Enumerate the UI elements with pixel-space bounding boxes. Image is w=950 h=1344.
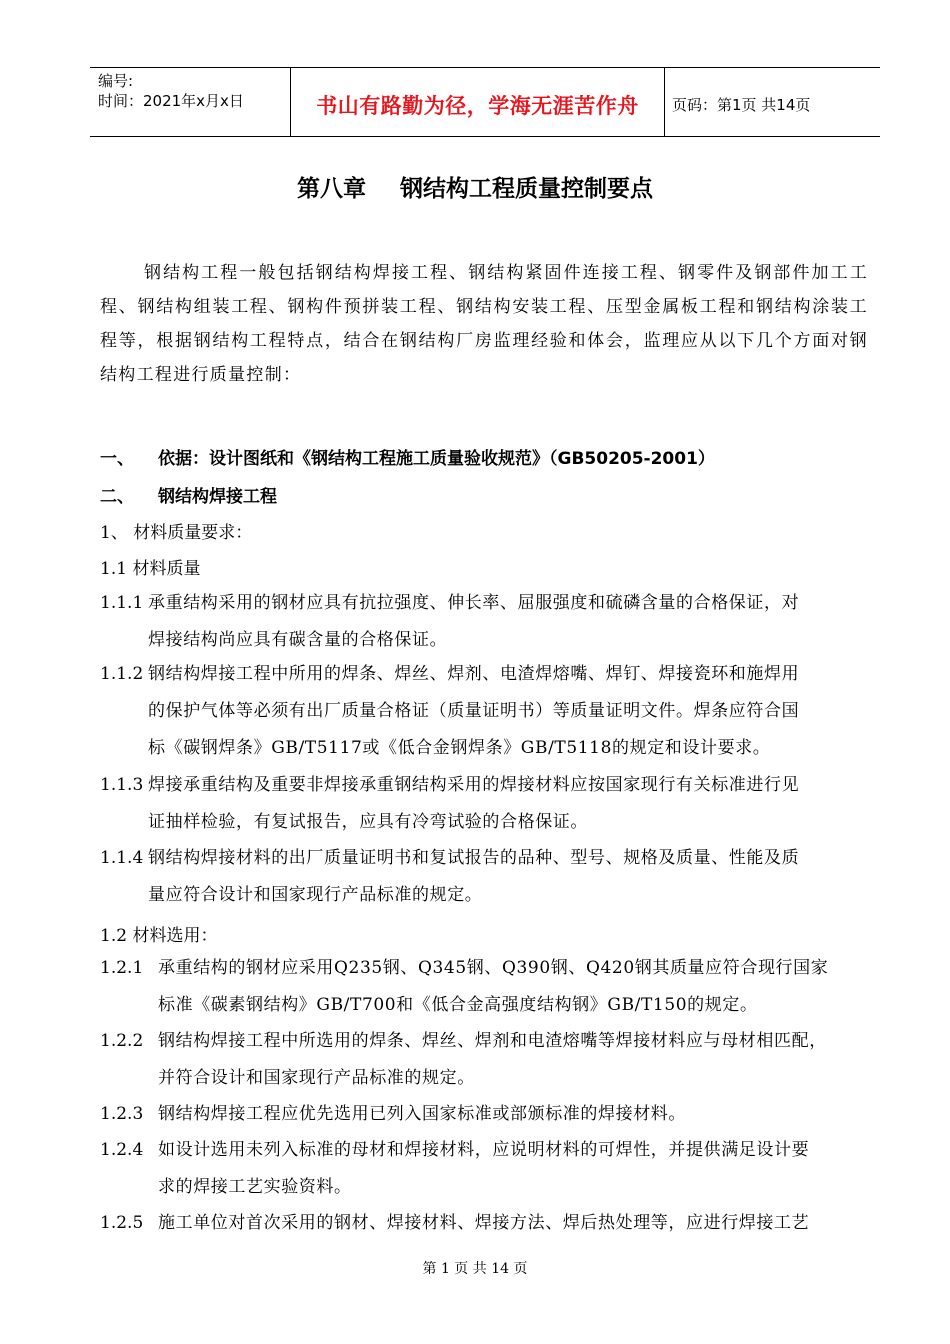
motto: 书山有路勤为径，学海无涯苦作舟	[316, 94, 639, 118]
section-text: 依据：设计图纸和《钢结构工程施工质量验收规范》（GB50205-2001）	[158, 449, 715, 469]
doc-date: 时间：2021年x月x日	[98, 92, 244, 110]
header-meta-cell	[90, 68, 290, 136]
chapter-name: 钢结构工程质量控制要点	[400, 176, 653, 202]
section-number: 一、	[100, 449, 134, 469]
chapter-number: 第八章	[297, 176, 366, 202]
subheading-material-quality: 1.1 材料质量	[100, 559, 201, 579]
header-page-cell	[664, 68, 880, 136]
subheading-material-selection: 1.2 材料选用：	[100, 926, 218, 946]
clause-text: 承重结构采用的钢材应具有抗拉强度、伸长率、屈服强度和硫磷含量的合格保证，对 焊接结构尚应具有碳含量的合格保证。	[148, 593, 800, 650]
clause-number: 1.1.2	[100, 664, 144, 684]
clause-number: 1.2.2	[100, 1031, 144, 1051]
page-header-table	[90, 67, 880, 137]
doc-number: 编号:	[98, 72, 134, 90]
clause-number: 1.1.4	[100, 848, 144, 868]
clause-text: 钢结构焊接材料的出厂质量证明书和复试报告的品种、型号、规格及质量、性能及质 量应符合设计和国家现行产品标准的规定。	[148, 848, 800, 905]
section-heading-basis	[100, 444, 715, 469]
clause-number: 1.1.1	[100, 593, 144, 613]
clause-number: 1.2.5	[100, 1213, 144, 1233]
clause-text: 承重结构的钢材应采用Q235钢、Q345钢、Q390钢、Q420钢其质量应符合现行国家 标准《碳素钢结构》GB/T700和《低合金高强度结构钢》GB/T150的规定。	[158, 958, 829, 1015]
clause-number: 1.2.4	[100, 1140, 144, 1160]
clause-text: 钢结构焊接工程应优先选用已列入国家标准或部颁标准的焊接材料。	[158, 1104, 686, 1124]
chapter-title	[0, 170, 950, 203]
page-footer: 第 1 页 共 14 页	[422, 1261, 528, 1277]
clause-text: 焊接承重结构及重要非焊接承重钢结构采用的焊接材料应按国家现行有关标准进行见 证抽样检验，有复试报告，应具有冷弯试验的合格保证。	[148, 775, 800, 832]
clause-number: 1.2.1	[100, 958, 144, 978]
section-number: 二、	[100, 487, 134, 507]
clause-number: 1.2.3	[100, 1104, 144, 1124]
section-text: 钢结构焊接工程	[158, 487, 277, 507]
clause-number: 1.1.3	[100, 775, 144, 795]
intro-paragraph: 钢结构工程一般包括钢结构焊接工程、钢结构紧固件连接工程、钢零件及钢部件加工工程、钢结构组装工程、钢构件预拼装工程、钢结构安装工程、压型金属板工程和钢结构涂装工程等，根据钢结构工程特点，结合在钢结构厂房监理经验和体会，监理应从以下几个方面对钢结构工程进行质量控制：	[100, 263, 868, 385]
page-info: 页码：第1页 共14页	[672, 96, 811, 114]
header-motto-cell	[290, 68, 665, 136]
clause-text: 如设计选用未列入标准的母材和焊接材料，应说明材料的可焊性，并提供满足设计要 求的焊接工艺实验资料。	[158, 1140, 810, 1197]
subheading-material-requirements: 1、 材料质量要求：	[100, 523, 253, 543]
clause-text: 施工单位对首次采用的钢材、焊接材料、焊接方法、焊后热处理等，应进行焊接工艺	[158, 1213, 810, 1233]
section-heading-welding	[100, 482, 277, 507]
clause-text: 钢结构焊接工程中所选用的焊条、焊丝、焊剂和电渣熔嘴等焊接材料应与母材相匹配， 并符合设计和国家现行产品标准的规定。	[158, 1031, 827, 1088]
clause-text: 钢结构焊接工程中所用的焊条、焊丝、焊剂、电渣焊熔嘴、焊钉、焊接瓷环和施焊用 的保护气体等必须有出厂质量合格证（质量证明书）等质量证明文件。焊条应符合国 标《碳钢焊条》GB/T5117或《低合金钢焊条》GB/T5118的规定和设计要求。	[148, 664, 800, 758]
